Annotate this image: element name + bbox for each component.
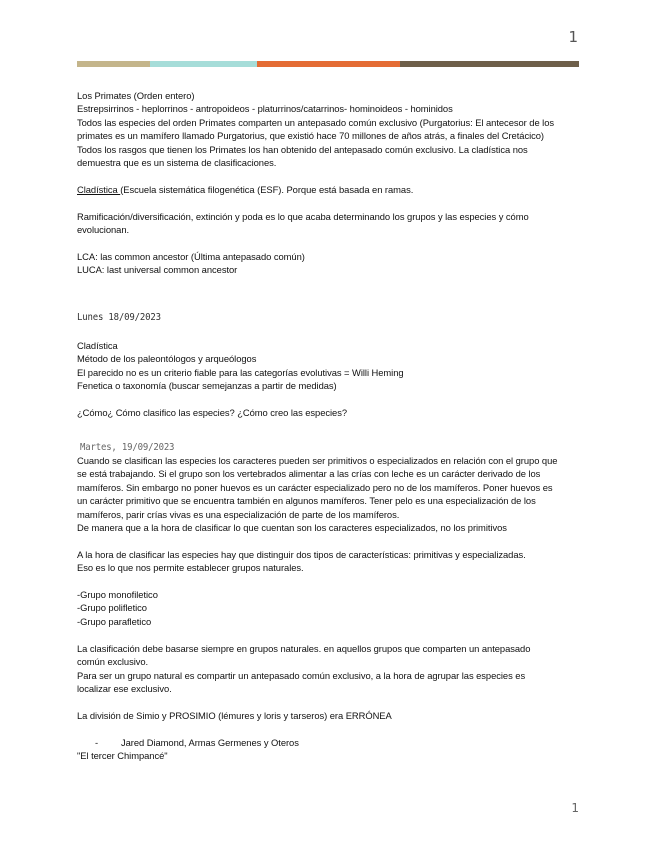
group-type-item: -Grupo polifletico [77,602,147,614]
text-line: La división de Simio y PROSIMIO (lémures y loris y tarseros) era ERRÓNEA [77,709,392,721]
text-line: Para ser un grupo natural es compartir un antepasado común exclusivo, a la hora de agrupar las especies es [77,669,526,681]
text-line: mamíferos, parir crías vivas es una especialización de parte de los mamíferos. [77,508,400,520]
text-line: primates es un mamífero llamado Purgatorius, que existió hace 70 millones de años atrás, a finales del Cretácico) [77,130,544,142]
text-line: Ramificación/diversificación, extinción y poda es lo que acaba determinando los grupos y las especies y cómo [77,210,529,222]
text-line: El parecido no es un criterio fiable para las categorías evolutivas = Willi Heming [77,366,404,378]
text-line: Método de los paleontólogos y arqueólogos [77,353,257,365]
text-line: localizar ese exclusivo. [77,682,172,694]
list-item-subtext: "El tercer Chimpancé" [77,749,168,761]
text-line: Eso es lo que nos permite establecer grupos naturales. [77,562,304,574]
text-line: LCA: las common ancestor (Última antepasado común) [77,250,305,262]
text-line: demuestra que es un sistema de clasificaciones. [77,157,277,169]
color-segment-orange [257,61,400,67]
text-line: Todos los rasgos que tienen los Primates los han obtenido del antepasado común exclusivo. La cladística nos [77,143,528,155]
text-line: evolucionan. [77,224,130,236]
text-line: Todos las especies del orden Primates comparten un antepasado común exclusivo (Purgatorius: El antecesor de los [77,116,555,128]
list-item-text: Jared Diamond, Armas Germenes y Oteros [121,736,299,748]
color-segment-tan [77,61,150,67]
cladistica-term: Cladística [77,183,121,195]
text-line: La clasificación debe basarse siempre en grupos naturales. en aquellos grupos que comparten un antepasado [77,642,531,654]
page-number-bottom: 1 [571,801,579,815]
text-line: mamíferos. Sin embargo no poner huevos es un carácter especializado pero no de los mamíferos. Poner huevos es [77,481,553,493]
list-item [95,736,579,749]
text-line: De manera que a la hora de clasificar lo que cuentan son los caracteres especializados, no los primitivos [77,522,507,534]
group-type-item: -Grupo parafletico [77,615,152,627]
text-line: Estrepsirrinos - heplorrinos - antropoideos - platurrinos/catarrinos- hominoideos - hominidos [77,103,453,115]
text-line: un carácter primitivo que se encuentra también en algunos mamíferos. Tener pelo es una especialización de los [77,495,536,507]
text-line: LUCA: last universal common ancestor [77,264,238,276]
text-line: común exclusivo. [77,656,149,668]
document-body [77,89,579,762]
text-line: Cuando se clasifican las especies los caracteres pueden ser primitivos o especializados en relación con el grupo que [77,455,558,467]
date-heading-monday: Lunes 18/09/2023 [77,312,161,324]
list-bullet: - [95,736,99,748]
color-segment-aqua [150,61,257,67]
color-segment-brown [400,61,579,67]
cladistica-description: (Escuela sistemática filogenética (ESF). Porque está basada en ramas. [120,183,414,195]
text-line: se está trabajando. Si el grupo son los vertebrados alimentar a las crías con leche es un carácter derivado de los [77,468,541,480]
page-number-top: 1 [568,28,578,46]
date-heading-tuesday: Martes, 19/09/2023 [80,441,175,453]
text-line: A la hora de clasificar las especies hay que distinguir dos tipos de características: primitivas y especializadas. [77,548,526,560]
header-color-bar [77,61,579,67]
cladistica-line [77,183,579,196]
text-line: Fenetica o taxonomía (buscar semejanzas a partir de medidas) [77,380,337,392]
text-line: Cladística [77,339,118,351]
text-line: ¿Cómo¿ Cómo clasifico las especies? ¿Cómo creo las especies? [77,406,348,418]
group-type-item: -Grupo monofiletico [77,589,158,601]
text-line: Los Primates (Orden entero) [77,90,195,101]
